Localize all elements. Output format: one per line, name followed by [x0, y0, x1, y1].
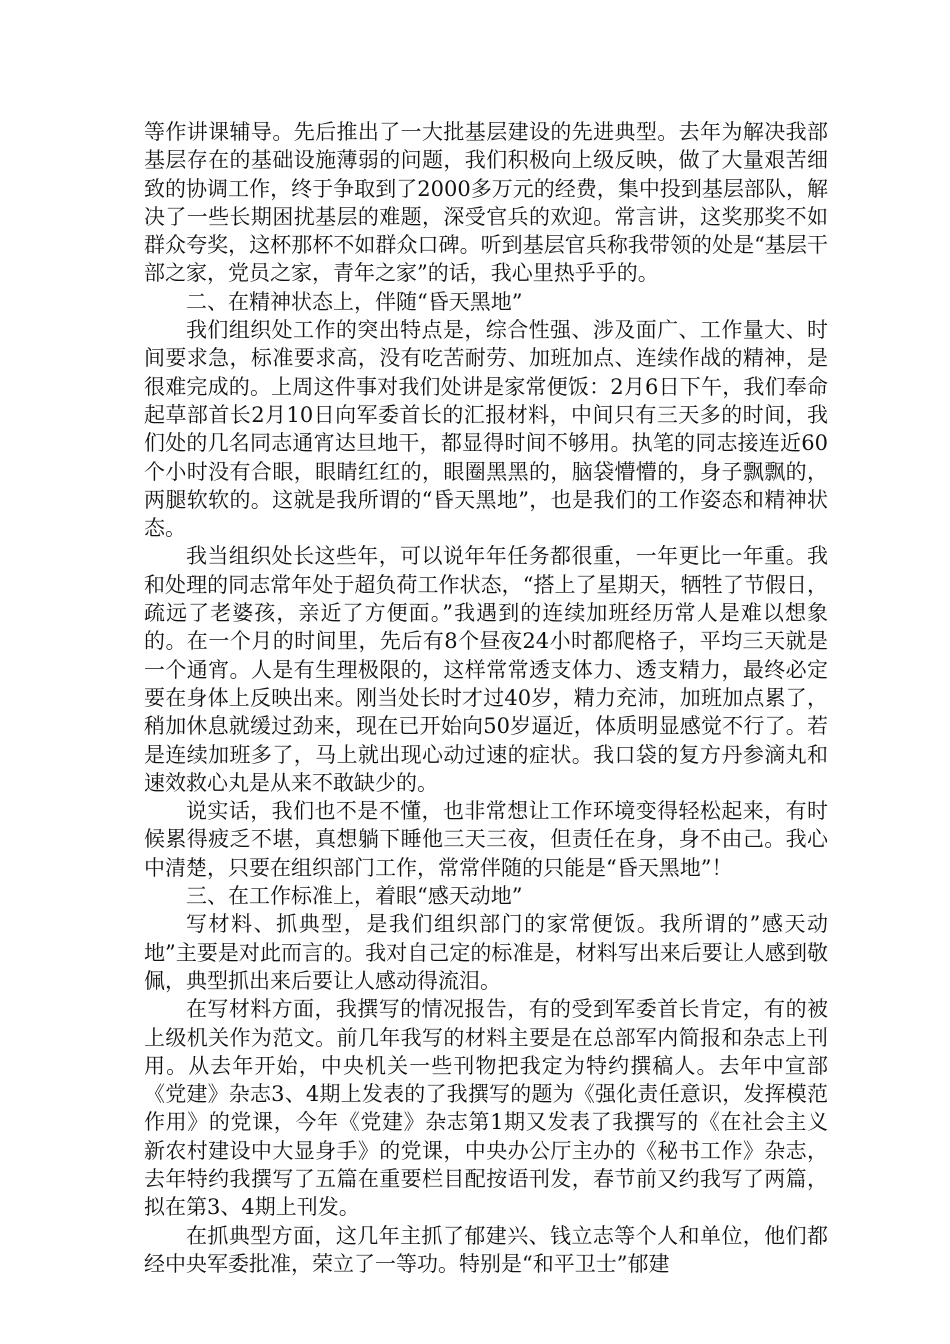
section-heading: 三、在工作标准上，着眼“感天动地”: [186, 884, 523, 909]
document-body: [144, 118, 828, 1278]
paragraph: 等作讲课辅导。先后推出了一大批基层建设的先进典型。去年为解决我部基层存在的基础设施薄弱的问题，我们积极向上级反映，做了大量艰苦细致的协调工作，终于争取到了2000多万元的经费，集中投到基层部队，解决了一些长期困扰基层的难题，深受官兵的欢迎。常言讲，这奖那奖不如群众夸奖，这杯那杯不如群众口碑。听到基层官兵称我带领的处是“基层干部之家，党员之家，青年之家”的话，我心里热乎乎的。: [144, 120, 828, 286]
paragraph: 我当组织处长这些年，可以说年年任务都很重，一年更比一年重。我和处理的同志常年处于超负荷工作状态，“搭上了星期天，牺牲了节假日，疏远了老婆孩，亲近了方便面。”我遇到的连续加班经历常人是难以想象的。在一个月的时间里，先后有8个昼夜24小时都爬格子，平均三天就是一个通宵。人是有生理极限的，这样常常透支体力、透支精力，最终必定要在身体上反映出来。刚当处长时才过40岁，精力充沛，加班加点累了，稍加休息就缓过劲来，现在已开始向50岁逼近，体质明显感觉不行了。若是连续加班多了，马上就出现心动过速的症状。我口袋的复方丹参滴丸和速效救心丸是从来不敢缺少的。: [144, 544, 828, 795]
paragraph: 写材料、抓典型，是我们组织部门的家常便饭。我所谓的”感天动地”主要是对此而言的。我对自己定的标准是，材料写出来后要让人感到敬佩，典型抓出来后要让人感动得流泪。: [144, 912, 828, 993]
paragraph: 在写材料方面，我撰写的情况报告，有的受到军委首长肯定，有的被上级机关作为范文。前几年我写的材料主要是在总部军内简报和杂志上刊用。从去年开始，中央机关一些刊物把我定为特约撰稿人。去年中宣部《党建》杂志3、4期上发表的了我撰写的题为《强化责任意识，发挥模范作用》的党课，今年《党建》杂志第1期又发表了我撰写的《在社会主义新农村建设中大显身手》的党课，中央办公厅主办的《秘书工作》杂志，去年特约我撰写了五篇在重要栏目配按语刊发，春节前又约我写了两篇，拟在第3、4期上刊发。: [144, 997, 828, 1220]
paragraph: 我们组织处工作的突出特点是，综合性强、涉及面广、工作量大、时间要求急，标准要求高，没有吃苦耐劳、加班加点、连续作战的精神，是很难完成的。上周这件事对我们处讲是家常便饭：2月6日下午，我们奉命起草部首长2月10日向军委首长的汇报材料，中间只有三天多的时间，我们处的几名同志通宵达旦地干，都显得时间不够用。执笔的同志接连近60个小时没有合眼，眼睛红红的，眼圈黑黑的，脑袋懵懵的，身子飘飘的，两腿软软的。这就是我所谓的“昏天黑地”，也是我们的工作姿态和精神状态。: [144, 318, 828, 541]
paragraph: 在抓典型方面，这几年主抓了郁建兴、钱立志等个人和单位，他们都经中央军委批准，荣立了一等功。特别是“和平卫士”郁建: [144, 1223, 828, 1276]
paragraph: 说实话，我们也不是不懂，也非常想让工作环境变得轻松起来，有时候累得疲乏不堪，真想躺下睡他三天三夜，但责任在身，身不由己。我心中清楚，只要在组织部门工作，常常伴随的只能是“昏天黑地”！: [144, 799, 828, 880]
section-heading: 二、在精神状态上，伴随“昏天黑地”: [186, 289, 523, 314]
